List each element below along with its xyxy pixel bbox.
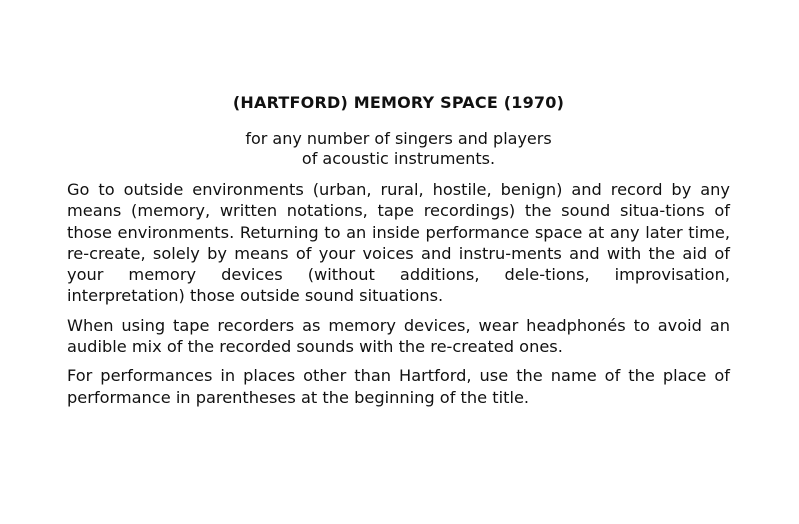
- instrumentation-line-1: for any number of singers and players: [245, 129, 552, 148]
- instrumentation-line-2: of acoustic instruments.: [301, 149, 496, 168]
- score-page: [67, 93, 730, 416]
- title-naming-paragraph: For performances in places other than Hartford, use the name of the place of performance in parentheses at the beginning of the title.: [67, 366, 730, 407]
- instructions-paragraph: Go to outside environments (urban, rural, hostile, benign) and record by any means (memory, written notations, tape recordings) the sound situa-tions of those environments. Returning to an inside performance space at any later time, re-create, solely by means of your voices and instru-ments and with the aid of your memory devices (without additions, dele-tions, improvisation, interpretation) those outside sound situations.: [67, 180, 730, 306]
- instrumentation-note: [67, 129, 730, 169]
- score-title: (HARTFORD) MEMORY SPACE (1970): [232, 93, 565, 112]
- tape-recorder-paragraph: When using tape recorders as memory devices, wear headphonés to avoid an audible mix of the recorded sounds with the re-created ones.: [67, 315, 730, 357]
